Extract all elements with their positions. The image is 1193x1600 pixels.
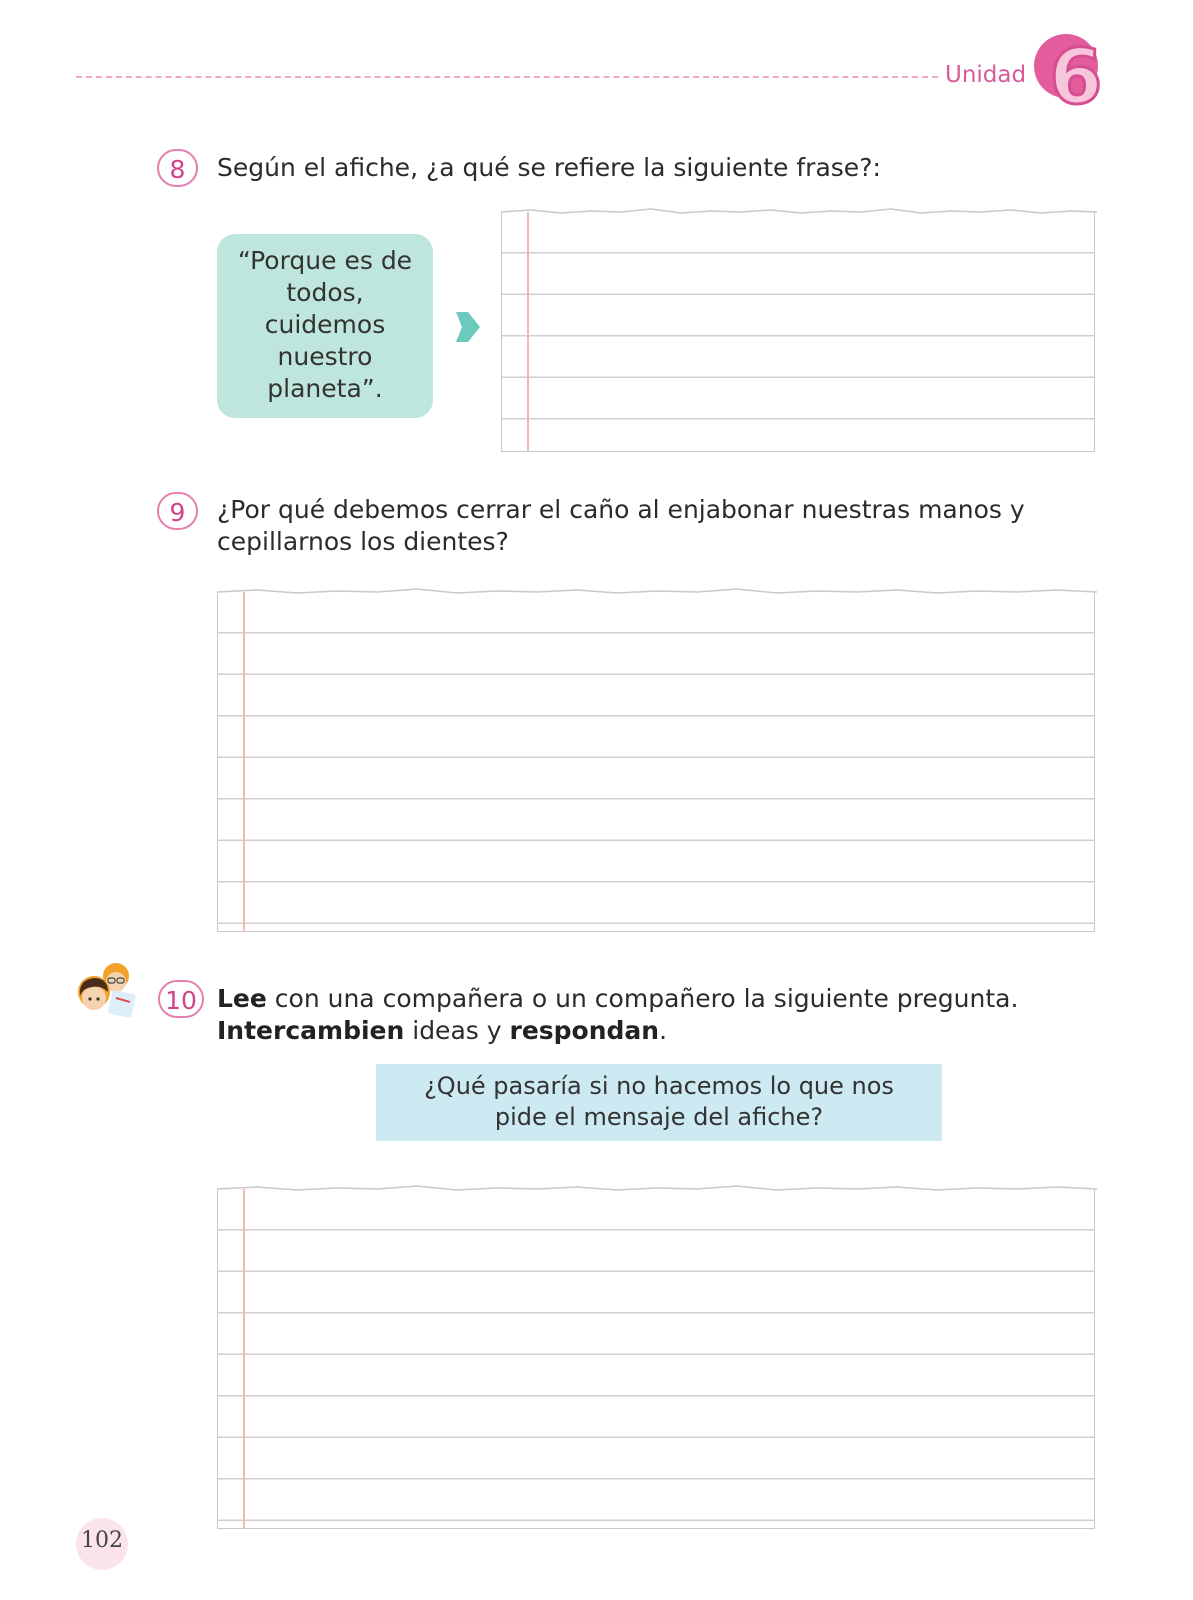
question-10-text-1: con una compañera o un compañero la siguiente pregunta. [266, 984, 1019, 1013]
answer-lines-9[interactable] [217, 592, 1095, 932]
header-dashed-rule [76, 76, 938, 78]
question-9-line-2: cepillarnos los dientes? [217, 527, 509, 556]
margin-line [243, 592, 245, 931]
arrow-right-icon [456, 302, 480, 352]
unit-number: 6 [1049, 32, 1103, 121]
question-10-bold-intercambien: Intercambien [217, 1016, 405, 1045]
unit-label: Unidad [945, 62, 1027, 88]
question-9-line-1: ¿Por qué debemos cerrar el caño al enjabonar nuestras manos y [217, 495, 1025, 524]
torn-edge [217, 1181, 1097, 1193]
margin-line [527, 212, 529, 451]
question-10-text-2: ideas y [404, 1016, 510, 1045]
question-8-text: Según el afiche, ¿a qué se refiere la siguiente frase?: [217, 153, 881, 182]
margin-line [243, 1189, 245, 1528]
question-9-number: 9 [157, 492, 198, 530]
question-10-bold-lee: Lee [217, 984, 267, 1013]
question-10-line-1 [217, 983, 1018, 1015]
question-10-text-3: . [659, 1016, 668, 1045]
torn-edge [501, 204, 1097, 216]
question-8-number: 8 [157, 149, 198, 187]
answer-lines-10[interactable] [217, 1189, 1095, 1529]
prompt-box: ¿Qué pasaría si no hacemos lo que nos pide el mensaje del afiche? [376, 1064, 942, 1141]
page-number: 102 [81, 1528, 123, 1553]
question-10-number: 10 [158, 980, 204, 1018]
question-10-line-2 [217, 1015, 667, 1047]
torn-edge [217, 584, 1097, 596]
pair-work-icon [74, 962, 136, 1020]
quote-box: “Porque es de todos, cuidemos nuestro planeta”. [217, 234, 433, 418]
question-10-bold-respondan: respondan [509, 1016, 660, 1045]
answer-lines-8[interactable] [501, 212, 1095, 452]
